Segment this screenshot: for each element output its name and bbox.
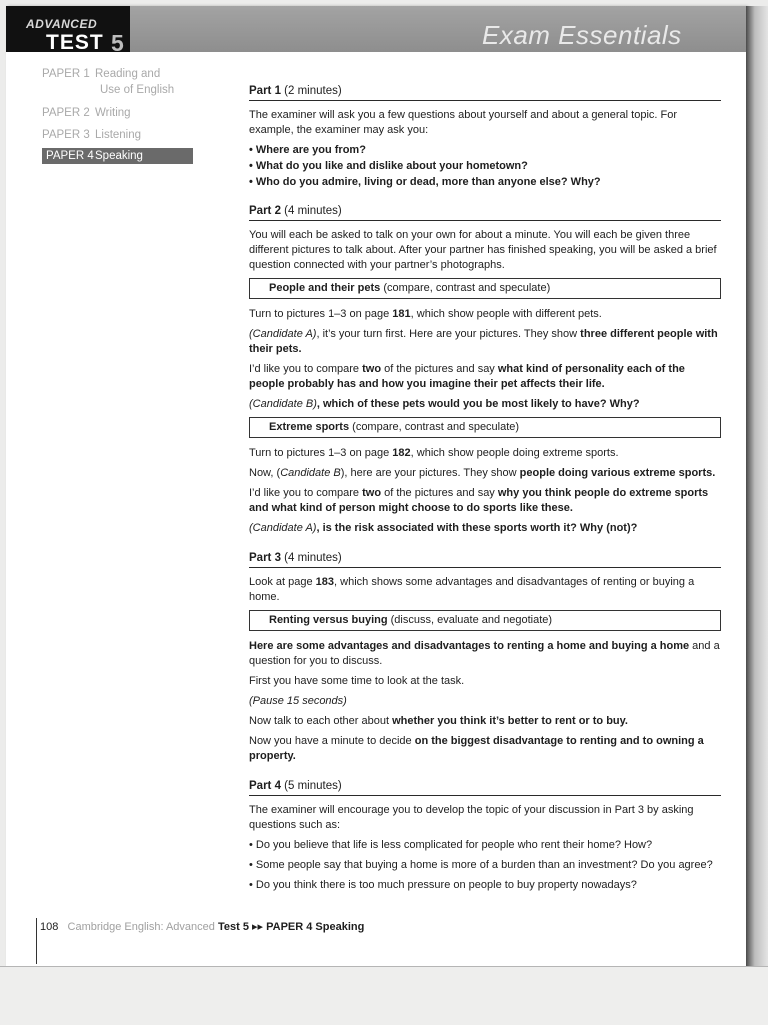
part4-intro: The examiner will encourage you to develop the topic of your discussion in Part 3 by asking questions such as: [249,804,694,831]
test-label: TEST [46,31,104,54]
test-number: 5 [111,30,124,56]
sidebar-item-code: PAPER 4 [46,150,94,162]
page-title: Exam Essentials [482,20,682,50]
list-item: • Do you believe that life is less complicated for people who rent their home? How? [249,839,653,851]
paragraph: I’d like you to compare two of the pictures and say why you think people do extreme sports and what kind of person might choose to do sports like these. [249,487,709,514]
task-box-extreme-sports: Extreme sports (compare, contrast and speculate) [249,417,721,438]
paragraph: Turn to pictures 1–3 on page 182, which show people doing extreme sports. [249,447,619,459]
list-item: • Some people say that buying a home is more of a burden than an investment? Do you agree? [249,859,713,871]
sidebar-item-paper4 [42,148,193,164]
part4-questions [249,838,721,893]
paragraph: Now talk to each other about whether you think it’s better to rent or to buy. [249,715,628,727]
book-title: Cambridge English: Advanced [67,921,215,933]
sidebar-item-code: PAPER 1 [42,68,90,80]
list-item: • Who do you admire, living or dead, more than anyone else? Why? [249,176,601,188]
footer-arrows: ▸▸ [252,921,264,933]
part3-heading: Part 3 (4 minutes) [249,551,721,568]
footer-paper: PAPER 4 Speaking [266,921,365,933]
sidebar-item-label: Writing [95,107,131,119]
sidebar-item-paper3 [42,127,193,143]
paragraph: Now, (Candidate B), here are your pictures. They show people doing various extreme sports. [249,467,716,479]
page-footer [40,920,364,933]
part2-intro: You will each be asked to talk on your own for about a minute. You will each be given three different pictures to talk about. After your partner has finished speaking, you will be asked a brief question connected with your partner’s photographs. [249,229,717,271]
advanced-label: ADVANCED [26,17,98,31]
list-item: • Do you think there is too much pressure on people to buy property nowadays? [249,879,637,891]
part1-intro: The examiner will ask you a few questions about yourself and about a general topic. For example, the examiner may ask you: [249,109,678,136]
paragraph: (Candidate B), which of these pets would you be most likely to have? Why? [249,398,640,410]
scan-background [0,966,768,1025]
list-item: • Where are you from? [249,144,366,156]
paragraph: (Candidate A), it’s your turn first. Here are your pictures. They show three different people with their pets. [249,328,718,355]
list-item: • What do you like and dislike about your hometown? [249,160,528,172]
task-box-pets: People and their pets (compare, contrast and speculate) [249,278,721,299]
main-content [249,84,721,907]
sidebar-item-label: Reading and [95,68,161,80]
page-edge-shadow [746,6,768,966]
part1-questions [249,143,721,190]
sidebar-item-paper1 [42,66,193,98]
sidebar-item-code: PAPER 3 [42,129,90,141]
paragraph: Here are some advantages and disadvantages to renting a home and buying a home and a question for you to discuss. [249,640,720,667]
part4-heading: Part 4 (5 minutes) [249,779,721,796]
sidebar-item-label: Speaking [95,150,143,162]
paragraph: (Pause 15 seconds) [249,695,347,707]
part1-heading: Part 1 (2 minutes) [249,84,721,101]
page-number: 108 [40,921,59,933]
footer-rule [36,918,37,964]
test-badge [6,6,130,56]
paragraph: First you have some time to look at the task. [249,675,465,687]
part2-heading: Part 2 (4 minutes) [249,204,721,221]
paragraph: Now you have a minute to decide on the biggest disadvantage to renting and to owning a property. [249,735,704,762]
footer-test: Test 5 [217,921,249,933]
sidebar-item-code: PAPER 2 [42,107,90,119]
paragraph: Turn to pictures 1–3 on page 181, which show people with different pets. [249,308,602,320]
sidebar-item-label: Listening [95,129,142,141]
sidebar-item-label-2: Use of English [100,84,175,96]
paragraph: Look at page 183, which shows some advantages and disadvantages of renting or buying a home. [249,576,695,603]
task-box-renting: Renting versus buying (discuss, evaluate and negotiate) [249,610,721,631]
paragraph: I’d like you to compare two of the pictures and say what kind of personality each of the people probably has and how you imagine their pet affects their life. [249,363,685,390]
paragraph: (Candidate A), is the risk associated with these sports worth it? Why (not)? [249,522,638,534]
sidebar-item-paper2 [42,105,193,121]
